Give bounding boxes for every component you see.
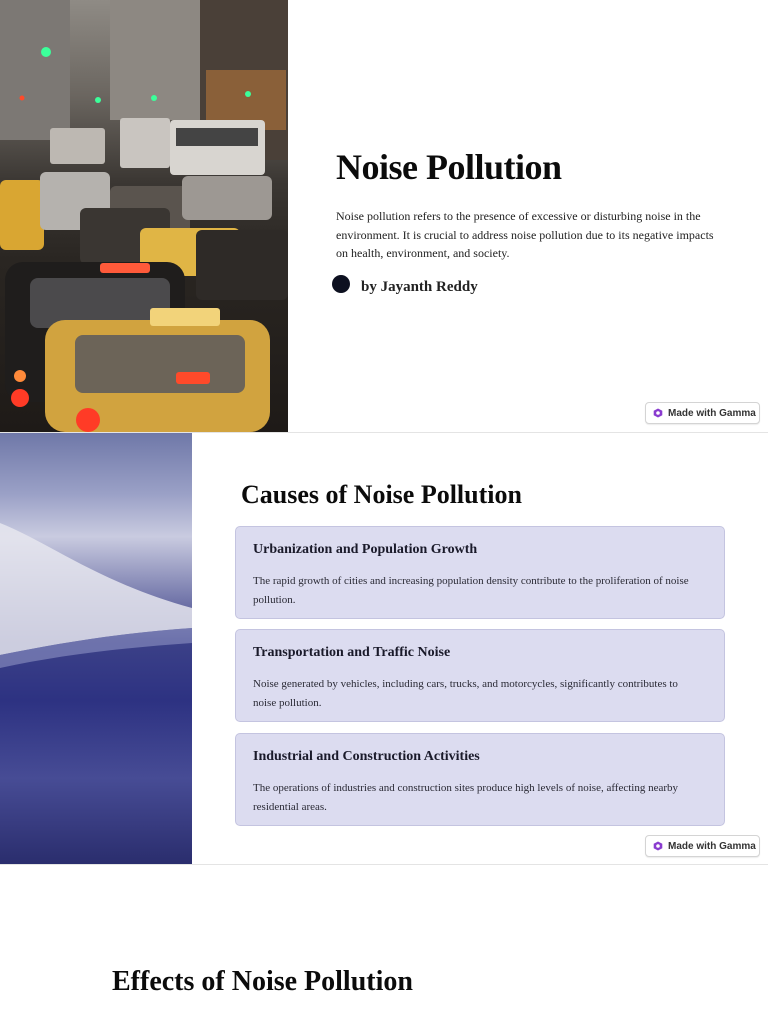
cause-card-title: Transportation and Traffic Noise xyxy=(253,645,451,660)
traffic-illustration xyxy=(0,0,288,432)
cause-card-title: Urbanization and Population Growth xyxy=(253,542,478,557)
made-with-gamma-badge[interactable] xyxy=(645,402,760,424)
author-byline xyxy=(332,271,478,296)
slide-heading: Causes of Noise Pollution xyxy=(241,480,522,509)
avatar xyxy=(332,275,350,293)
decorative-gradient-image xyxy=(0,433,192,864)
gamma-logo-icon xyxy=(653,408,663,418)
author-name: by Jayanth Reddy xyxy=(361,279,478,295)
made-with-gamma-badge[interactable] xyxy=(645,835,760,857)
slide-effects xyxy=(0,864,768,1024)
cause-card-title: Industrial and Construction Activities xyxy=(253,749,480,764)
wave-shape xyxy=(0,433,192,864)
cause-card-body: The operations of industries and construction sites produce high levels of noise, affecting nearby residential areas. xyxy=(253,782,679,813)
slide-heading: Effects of Noise Pollution xyxy=(112,966,413,997)
cause-card xyxy=(235,526,725,619)
slide-title-heading: Noise Pollution xyxy=(336,147,562,187)
traffic-photo xyxy=(0,0,288,432)
cause-card-body: Noise generated by vehicles, including cars, trucks, and motorcycles, significantly contributes to noise pollution. xyxy=(253,678,678,709)
cause-card-body: The rapid growth of cities and increasing population density contribute to the proliferation of noise pollution. xyxy=(253,575,689,606)
badge-label: Made with Gamma xyxy=(668,840,756,852)
gamma-logo-icon xyxy=(653,841,663,851)
cause-card xyxy=(235,733,725,826)
slide-description: Noise pollution refers to the presence of excessive or disturbing noise in the environment. It is crucial to address noise pollution due to its negative impacts on health, environment, and society. xyxy=(336,209,714,260)
slide-causes xyxy=(0,432,768,864)
cause-card xyxy=(235,629,725,722)
slide-title xyxy=(0,0,768,432)
badge-label: Made with Gamma xyxy=(668,407,756,419)
